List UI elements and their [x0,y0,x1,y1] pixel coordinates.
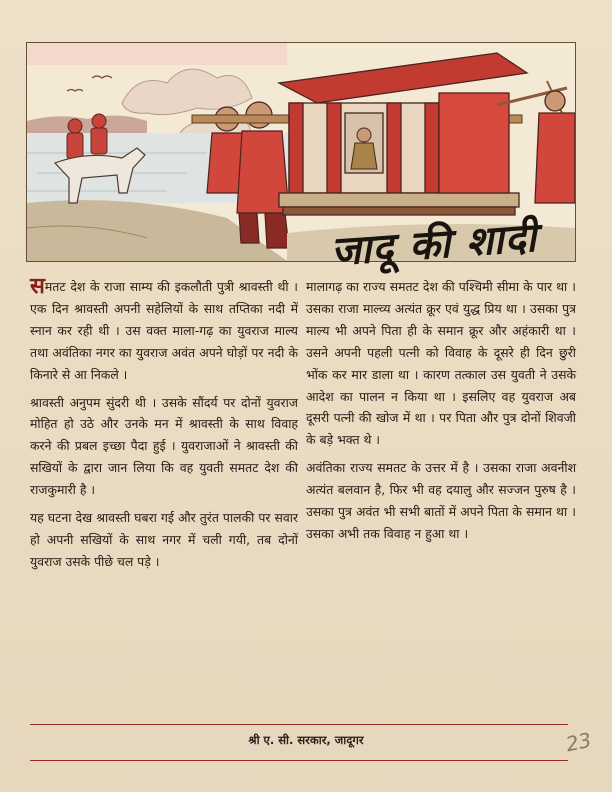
left-paragraph-2: श्रावस्ती अनुपम सुंदरी थी । उसके सौंदर्य पर दोनों युवराज मोहित हो उठे और उनके मन में श्रावस्ती के साथ विवाह करने की प्रबल इच्छा पैदा हुई । युवराजाओं ने श्रावस्ती की सखियों के द्वारा जान लिया कि वह युवती समतट देश की राजकुमारी है । [30,394,298,498]
footer-rule-bottom [30,760,568,761]
right-column [306,276,576,545]
dropcap: स [30,274,45,299]
left-column [30,276,298,573]
story-title: जादू की शादी [329,214,539,276]
right-paragraph-2: अवंतिका राज्य समतट के उत्तर में है । उसका राजा अवनीश अत्यंत बलवान है, फिर भी वह दयालु और सज्जन पुरुष है । उसका पुत्र अवंत भी सभी बातों में अपने पिता के समान था । उसका अभी तक विवाह न हुआ था । [306,460,576,541]
right-paragraph-1: मालागढ़ का राज्य समतट देश की पश्चिमी सीमा के पार था । उसका राजा माल्व्य अत्यंत क्रूर एवं युद्ध प्रिय था । उसका पुत्र माल्य भी अपने पिता ही के समान क्रूर और अहंकारी था । उसने अपनी पहली पत्नी को विवाह के दूसरे ही दिन छुरी भोंक कर मार डाला था । कारण तत्काल उस युवती ने उसके आदेश का पालन न किया था । इसलिए वह युवराज अब दूसरी पत्नी की खोज में था । पर पिता और पुत्र दोनों शिवजी के बड़े भक्त थे । [306,279,576,448]
footer-rule-top [30,724,568,725]
page-number: 23 [563,727,594,757]
author-credit: श्री ए. सी. सरकार, जादूगर [248,733,364,747]
left-paragraph-3: यह घटना देख श्रावस्ती घबरा गई और तुरंत पालकी पर सवार हो अपनी सखियों के साथ नगर में चली गयी, तब दोनों युवराज उसके पीछे चल पड़े । [30,510,298,569]
left-paragraph-1: समतट देश के राजा साम्य की इकलौती पुत्री श्रावस्ती थी । एक दिन श्रावस्ती अपनी सहेलियों के साथ तप्तिका नदी में स्नान कर रही थी । उस वक्त माला-गढ़ का युवराज माल्य तथा अवंतिका नगर का युवराज अवंत अपने घोड़ों पर नदी के किनारे से आ निकले । [30,274,298,382]
